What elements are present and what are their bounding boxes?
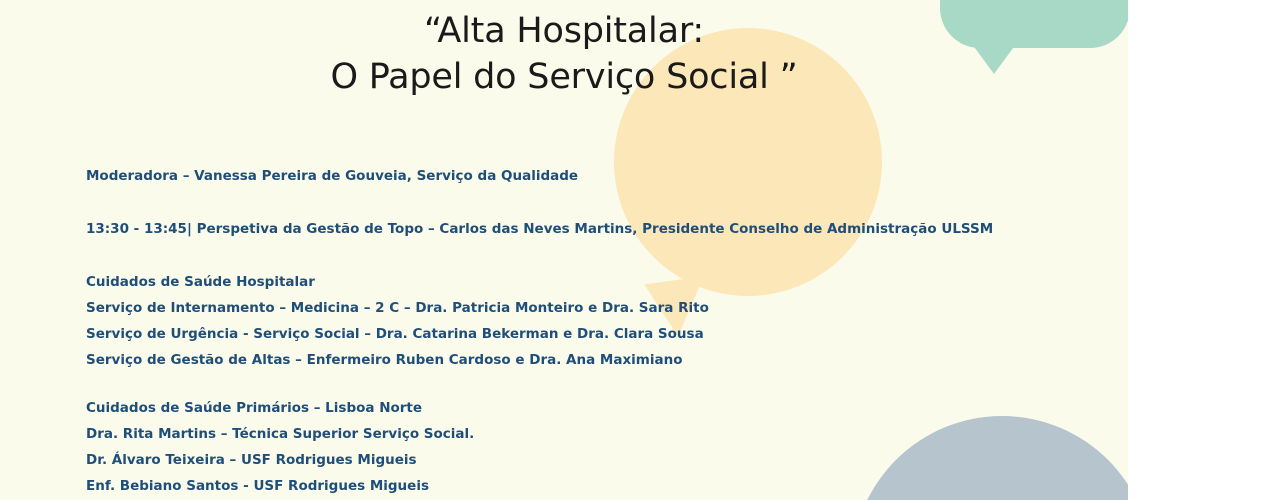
group1-item-3: Serviço de Gestão de Altas – Enfermeiro Ruben Cardoso e Dra. Ana Maximiano — [86, 352, 683, 368]
slide-title-line-1: “Alta Hospitalar: — [423, 11, 704, 51]
group2-item-1: Dra. Rita Martins – Técnica Superior Serviço Social. — [86, 426, 475, 442]
group1-item-1: Serviço de Internamento – Medicina – 2 C – Dra. Patricia Monteiro e Dra. Sara Rito — [86, 300, 709, 316]
right-margin-strip — [1128, 0, 1280, 500]
slide-title-line-2: O Papel do Serviço Social ” — [330, 57, 798, 97]
spacer — [86, 373, 1086, 395]
slide-body — [86, 163, 1086, 499]
group2-item-2: Dr. Álvaro Teixeira – USF Rodrigues Migueis — [86, 452, 417, 468]
group2-heading: Cuidados de Saúde Primários – Lisboa Norte — [86, 400, 423, 416]
spacer — [86, 189, 1086, 216]
group1-heading: Cuidados de Saúde Hospitalar — [86, 274, 315, 290]
group1-item-2: Serviço de Urgência - Serviço Social – Dra. Catarina Bekerman e Dra. Clara Sousa — [86, 326, 704, 342]
group2-item-3: Enf. Bebiano Santos - USF Rodrigues Migueis — [86, 478, 429, 494]
moderator-line: Moderadora – Vanessa Pereira de Gouveia, Serviço da Qualidade — [86, 168, 579, 184]
spacer — [86, 242, 1086, 269]
session-line: 13:30 - 13:45| Perspetiva da Gestão de Topo – Carlos das Neves Martins, Presidente Conselho de Administração ULSSM — [86, 221, 994, 237]
slide-title — [0, 8, 1128, 100]
